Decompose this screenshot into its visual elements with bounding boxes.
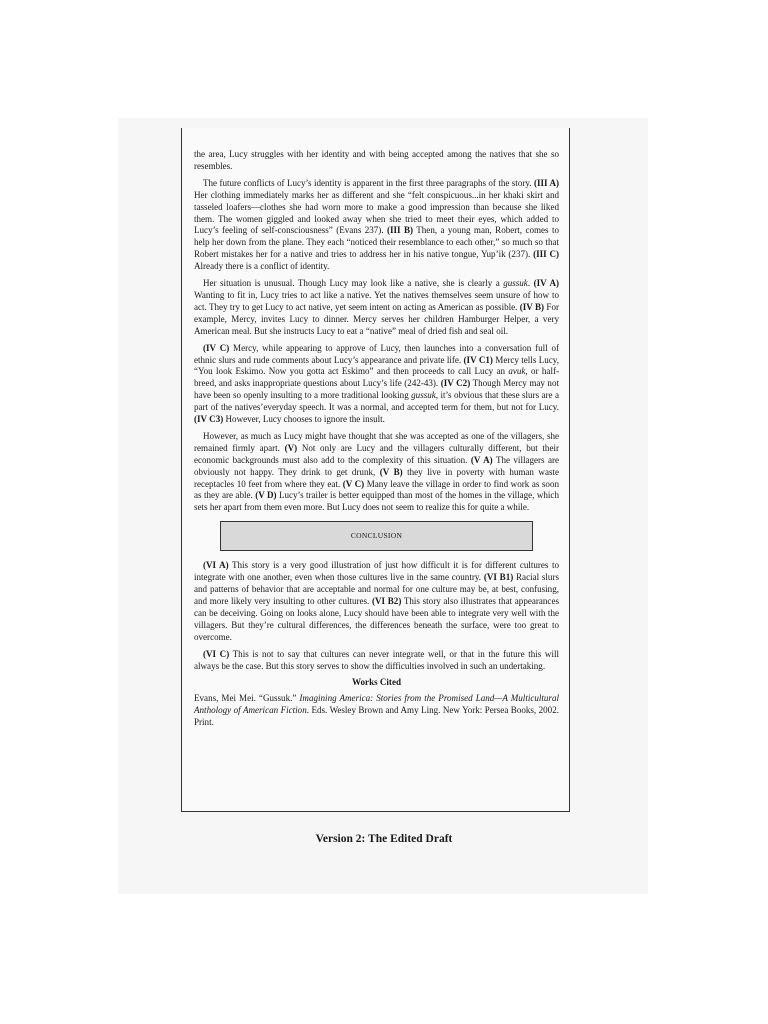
outline-marker: (V D) <box>255 490 277 501</box>
outline-marker: (IV B) <box>519 301 545 312</box>
outline-marker: (V A) <box>470 454 493 465</box>
conclusion-label-box <box>220 521 533 551</box>
conclusion-label: CONCLUSION <box>350 531 403 541</box>
outline-marker: (IV C2) <box>440 378 471 389</box>
essay-paragraph-3: Her situation is unusual. Though Lucy may look like a native, she is clearly a gussuk. (IV A) Wanting to fit in, Lucy tries to act like a native. Yet the natives themselves seem unsure of how to act. They try to get Lucy to act native, yet seem intent on acting as American as possible. (IV B) For example, Mercy, invites Lucy to dinner. Mercy serves her children Hamburger Helper, a very American meal. But she instructs Lucy to eat a “native” meal of dried fish and seal oil. <box>194 278 560 336</box>
outline-marker: (VI B2) <box>372 596 402 606</box>
outline-marker: (IV C3) <box>194 414 224 425</box>
essay-paragraph-1: the area, Lucy struggles with her identity and with being accepted among the natives that she so resembles. <box>194 149 559 171</box>
outline-marker: (III C) <box>533 249 559 260</box>
works-cited-heading: Works Cited <box>351 677 401 688</box>
outline-marker: (VI A) <box>203 560 229 571</box>
outline-marker: (VI B1) <box>483 572 514 583</box>
essay-paragraph-7: (VI C) This is not to say that cultures can never integrate well, or that in the future this will always be the case. But this story serves to show the difficulties involved in such an undertaking. <box>194 648 559 671</box>
essay-paragraph-4: (IV C) Mercy, while appearing to approve of Lucy, then launches into a conversation full of ethnic slurs and rude comments about Lucy’s appearance and private life. (IV C1) Mercy tells Lucy, “You look Eskimo. Now you gotta act Eskimo” and then proceeds to call Lucy an avuk, or half-breed, and asks inappropriate questions about Lucy’s life (242-43). (IV C2) Though Mercy may not have been so openly insulting to a more traditional looking gussuk, it’s obvious that these slurs are a part of the natives’everyday speech. It was a normal, and accepted term for them, but not for Lucy. (IV C3) However, Lucy chooses to ignore the insult. <box>194 342 559 425</box>
outline-marker: (IV C1) <box>463 354 493 365</box>
outline-marker: (IV A) <box>533 278 560 289</box>
outline-marker: (IV C) <box>203 342 230 353</box>
outline-marker: (III A) <box>533 177 559 188</box>
outline-marker: (V C) <box>342 478 365 489</box>
works-cited-entry: Evans, Mei Mei. “Gussuk.” Imagining America: Stories from the Promised Land—A Multicultural Anthology of American Fiction. Eds. Wesley Brown and Amy Ling. New York: Persea Books, 2002. Print. <box>194 693 559 728</box>
outline-marker: (V B) <box>379 466 403 477</box>
outline-marker: (III B) <box>386 225 414 236</box>
outline-marker: (V) <box>284 442 298 453</box>
essay-draft-box <box>181 128 570 812</box>
essay-paragraph-5: However, as much as Lucy might have thought that she was accepted as one of the villagers, she remained firmly apart. (V) Not only are Lucy and the villagers culturally different, but their economic backgrounds must also add to the complexity of this situation. (V A) The villagers are obviously not happy. They drink to get drunk, (V B) they live in poverty with human waste receptacles 10 feet from where they eat. (V C) Many leave the village in order to find work as soon as they are able. (V D) Lucy’s trailer is better equipped than most of the homes in the village, which sets her apart from them even more. But Lucy does not seem to realize this for quite a while. <box>194 430 560 513</box>
outline-marker: (VI C) <box>203 648 230 659</box>
figure-caption: Version 2: The Edited Draft <box>315 833 453 845</box>
essay-paragraph-2: The future conflicts of Lucy’s identity is apparent in the first three paragraphs of the story. (III A) Her clothing immediately marks her as different and she “felt conspicuous...in her khaki skirt and tasseled loafers—clothes she had worn more to make a good impression than because she liked them. The women giggled and looked away when she tried to meet their eyes, which added to Lucy’s feeling of self-consciousness” (Evans 237). (III B) Then, a young man, Robert, comes to help her down from the plane. They each “noticed their resemblance to each other,” so much so that Robert mistakes her for a native and tries to address her in his native tongue, Yup’ik (237). (III C) Already there is a conflict of identity. <box>194 177 559 272</box>
essay-paragraph-6: (VI A) This story is a very good illustration of just how difficult it is for different cultures to integrate with one another, even when those cultures live in the same country. (VI B1) Racial slurs and patterns of behavior that are acceptable and normal for one culture may be, at best, confusing, and more likely very insulting to other cultures. (VI B2) This story also illustrates that appearances can be deceiving. Going on looks alone, Lucy should have been able to integrate very well with the villagers. But they’re cultural differences, the differences beneath the surface, were too great to overcome. <box>194 560 559 642</box>
